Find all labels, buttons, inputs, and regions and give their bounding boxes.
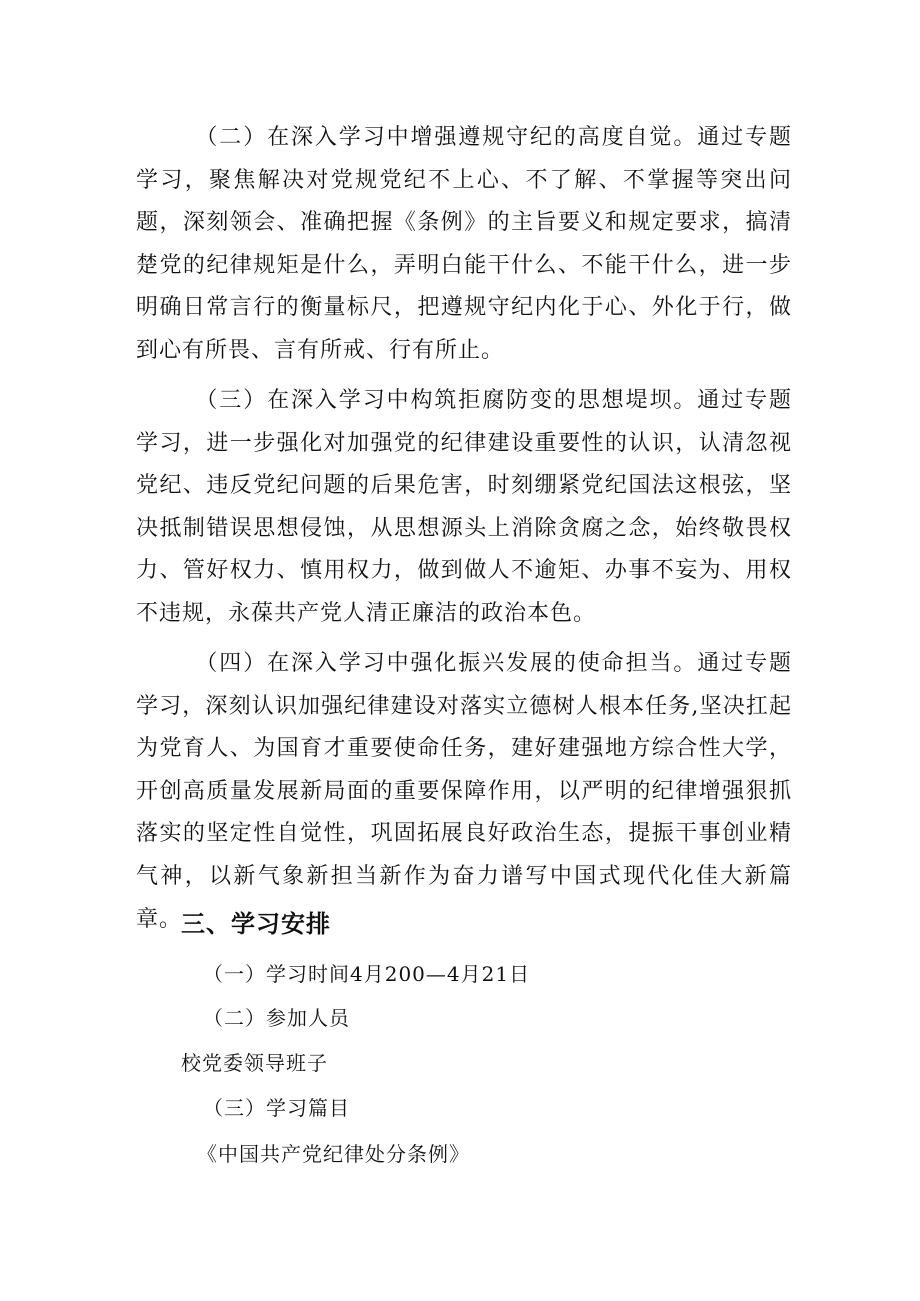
paragraph-three: （三）在深入学习中构筑拒腐防变的思想堤坝。通过专题学习，进一步强化对加强党的纪律建设重要性的认识，认清忽视党纪、违反党纪问题的后果危害，时刻绷紧党纪国法这根弦，坚决抵制错误思想侵蚀，从思想源头上消除贪腐之念，始终敬畏权力、管好权力、慎用权力，做到做人不逾矩、办事不妄为、用权不违规，永葆共产党人清正廉洁的政治本色。 (136, 388, 792, 626)
paragraph-four: （四）在深入学习中强化振兴发展的使命担当。通过专题学习，深刻认识加强纪律建设对落实立德树人根本任务,坚决扛起为党育人、为国育才重要使命任务，建好建强地方综合性大学，开创高质量发展新局面的重要保障作用，以严明的纪律增强狠抓落实的坚定性自觉性，巩固拓展良好政治生态，提振干事创业精气神，以新气象新担当新作为奋力谱写中国式现代化佳大新篇章。 (136, 651, 792, 932)
section-heading: 三、学习安排 (181, 910, 331, 938)
articles-label: （三）学习篇目 (203, 1096, 350, 1120)
participants-value: 校党委领导班子 (181, 1051, 328, 1075)
paragraph-two: （二）在深入学习中增强遵规守纪的高度自觉。通过专题学习，聚焦解决对党规党纪不上心、不了解、不掌握等突出问题，深刻领会、准确把握《条例》的主旨要义和规定要求，搞清楚党的纪律规矩是什么，弄明白能干什么、不能干什么，进一步明确日常言行的衡量标尺，把遵规守纪内化于心、外化于行，做到心有所畏、言有所戒、行有所止。 (136, 125, 792, 363)
study-time: （一）学习时间4月200—4月21日 (203, 962, 531, 986)
article-title: 《中国共产党纪律处分条例》 (197, 1142, 470, 1166)
participants-label: （二）参加人员 (203, 1006, 350, 1030)
